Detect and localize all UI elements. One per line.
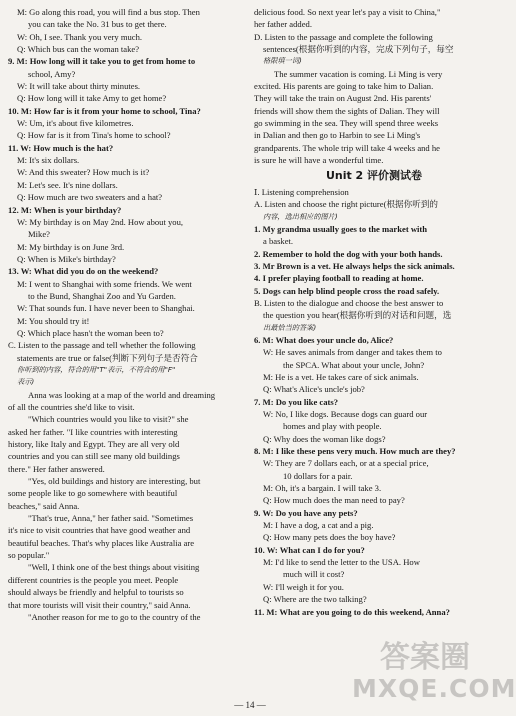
text-line: W: My birthday is on May 2nd. How about you, (17, 216, 184, 227)
text-line: to the Bund, Shanghai Zoo and Yu Garden. (28, 290, 176, 301)
text-line: her father added. (254, 19, 312, 30)
watermark-bottom-text: MXQE.COM (352, 674, 516, 703)
text-line: "Another reason for me to go to the country of the (28, 611, 201, 622)
text-line: M: My birthday is on June 3rd. (17, 241, 125, 252)
text-line: there." Her father answered. (8, 463, 105, 474)
text-line: of all the countries she'd like to visit. (8, 402, 135, 412)
text-line: is sure he will have a wonderful time. (254, 155, 384, 166)
text-line: W: That sounds fun. I have never been to Shanghai. (17, 303, 195, 314)
text-line: statements are true or false(判断下列句子是否符合 (17, 352, 198, 363)
text-line: the SPCA. What about your uncle, John? (283, 359, 425, 370)
right-top-block (254, 6, 494, 166)
text-line: Q: Why does the woman like dogs? (263, 433, 386, 444)
text-line: Anna was looking at a map of the world and dreaming (28, 389, 216, 400)
text-line: should always be friendly and helpful to tourists so (8, 587, 184, 598)
text-line: 你听到的内容，符合的用"T"表示，不符合的用"F" (17, 364, 176, 374)
text-line: that more tourists will visit their country," said Anna. (8, 599, 191, 610)
text-line: 表示) (17, 377, 35, 387)
text-line: 格限填一词) (263, 56, 302, 66)
watermark-logo (346, 624, 516, 714)
text-line: 8. M: I like these pens very much. How much are they? (254, 446, 456, 457)
text-line: 7. M: Do you like cats? (254, 396, 339, 407)
text-line: They will take the train on August 2nd. His parents' (254, 93, 432, 104)
text-line: W: Um, it's about five kilometres. (17, 118, 134, 129)
text-line: "Which countries would you like to visit?" she (28, 414, 189, 425)
text-line: Q: How many pets does the boy have? (263, 532, 396, 543)
text-line: homes and play with people. (283, 421, 382, 432)
text-line: M: I have a dog, a cat and a pig. (263, 520, 374, 531)
text-line: much will it cost? (283, 569, 345, 580)
text-line: beaches," said Anna. (8, 500, 80, 511)
text-line: sentences(根据你听到的内容，完成下列句子，每空 (263, 44, 454, 55)
text-line: W: And this sweater? How much is it? (17, 167, 150, 178)
text-line: M: Go along this road, you will find a bus stop. Then (17, 7, 200, 17)
text-line: W: I'll weigh it for you. (263, 581, 344, 592)
text-line: A. Listen and choose the right picture(根据你听到的 (254, 199, 439, 210)
text-line: M: Oh, it's a bargain. I will take 3. (263, 483, 382, 494)
text-line: 13. W: What did you do on the weekend? (8, 266, 159, 277)
text-line: 11. M: What are you going to do this weekend, Anna? (254, 606, 450, 617)
text-line: M: It's six dollars. (17, 155, 80, 166)
text-line: a basket. (263, 236, 294, 247)
text-line: delicious food. So next year let's pay a visit to China," (254, 7, 441, 17)
text-line: Q: How much are two sweaters and a hat? (17, 192, 163, 203)
text-line: 12. M: When is your birthday? (8, 204, 122, 215)
text-line: 内容，选出相应的图片) (263, 211, 338, 221)
text-line: 1. My grandma usually goes to the market with (254, 223, 428, 234)
text-line: 2. Remember to hold the dog with your both hands. (254, 248, 443, 259)
text-line: W: It will take about thirty minutes. (17, 81, 141, 92)
text-line: M: I'd like to send the letter to the USA. How (263, 557, 420, 568)
text-line: D. Listen to the passage and complete the following (254, 31, 433, 42)
text-line: Q: Which place hasn't the woman been to? (17, 327, 164, 338)
text-line: countries and you can still see many old buildings (8, 451, 180, 462)
text-line: M: He is a vet. He takes care of sick animals. (263, 371, 419, 382)
text-line: 6. M: What does your uncle do, Alice? (254, 334, 394, 345)
text-line: history, like Italy and Egypt. They are all very old (8, 439, 180, 450)
text-line: Q: How far is it from Tina's home to school? (17, 130, 171, 141)
text-line: so popular." (8, 550, 50, 561)
text-line: Q: How long will it take Amy to get home? (17, 93, 167, 104)
unit-title: Unit 2 评价测试卷 (325, 169, 423, 183)
text-line: B. Listen to the dialogue and choose the best answer to (254, 297, 444, 308)
text-line: M: You should try it! (17, 315, 90, 326)
text-line: M: I went to Shanghai with some friends. We went (17, 278, 192, 289)
text-line: 9. M: How long will it take you to get from home to (8, 56, 196, 67)
left-column (8, 6, 250, 623)
text-line: The summer vacation is coming. Li Ming is very (274, 68, 443, 79)
text-line: W: Oh, I see. Thank you very much. (17, 31, 143, 42)
text-line: excited. His parents are going to take him to Dalian. (254, 81, 434, 92)
text-line: 11. W: How much is the hat? (8, 142, 114, 153)
text-line: beautiful beaches. That's why places like Australia are (8, 537, 195, 548)
text-line: C. Listen to the passage and tell whether the following (8, 340, 196, 351)
text-line: Ⅰ. Listening comprehension (254, 186, 349, 197)
text-line: different countries is the people you meet. People (8, 574, 179, 585)
text-line: "Well, I think one of the best things about visiting (28, 562, 200, 573)
text-line: Mike? (28, 229, 50, 240)
text-line: go swimming in the sea. They will spend three weeks (254, 118, 439, 129)
watermark-top-text: 答案圈 (380, 640, 470, 675)
text-line: 10. W: What can I do for you? (254, 544, 365, 555)
text-line: 9. W: Do you have any pets? (254, 507, 358, 518)
text-line: M: Let's see. It's nine dollars. (17, 179, 118, 190)
text-line: Q: How much does the man need to pay? (263, 495, 405, 506)
text-line: Q: When is Mike's birthday? (17, 253, 116, 264)
text-line: W: He saves animals from danger and takes them to (263, 347, 442, 358)
text-line: 10 dollars for a pair. (283, 470, 353, 481)
text-line: 5. Dogs can help blind people cross the road safely. (254, 285, 440, 296)
text-line: grandparents. The whole trip will take 4 weeks and he (254, 142, 440, 153)
text-line: Q: Where are the two talking? (263, 594, 367, 605)
text-line: in Dalian and then go to Harbin to see Li Ming's (254, 130, 421, 141)
text-line: it's nice to visit countries that have good weather and (8, 525, 191, 536)
text-line: some people like to go somewhere with beautiful (8, 488, 178, 499)
text-line: friends will show them the sights of Dalian. They will (254, 105, 440, 116)
text-line: "That's true, Anna," her father said. "Sometimes (28, 513, 194, 524)
text-line: 出最恰当的答案) (263, 322, 317, 332)
text-line: you can take the No. 31 bus to get there. (28, 19, 167, 30)
text-line: W: They are 7 dollars each, or at a special price, (263, 458, 429, 469)
text-line: the question you hear(根据你听到的对话和问题，选 (263, 310, 452, 321)
right-bottom-block (254, 186, 494, 618)
text-line: asked her father. "I like countries with interesting (8, 426, 178, 437)
right-column (254, 6, 494, 618)
text-line: 10. M: How far is it from your home to school, Tina? (8, 105, 201, 116)
page-number: — 14 — (234, 700, 266, 710)
text-line: W: No, I like dogs. Because dogs can guard our (263, 409, 428, 419)
text-line: 3. Mr Brown is a vet. He always helps the sick animals. (254, 260, 455, 271)
text-line: 4. I prefer playing football to reading at home. (254, 273, 424, 284)
text-line: "Yes, old buildings and history are interesting, but (28, 476, 201, 487)
text-line: school, Amy? (28, 68, 76, 79)
text-line: Q: What's Alice's uncle's job? (263, 384, 365, 395)
text-line: Q: Which bus can the woman take? (17, 44, 140, 55)
